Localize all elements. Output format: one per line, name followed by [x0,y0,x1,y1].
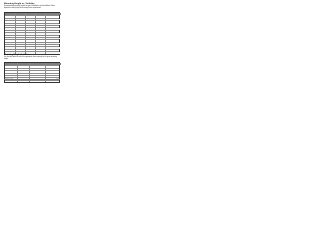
table-cell: 10 [10,68,12,70]
page-footer [4,79,60,81]
table-cell: 4.3 [25,26,35,27]
table-cell: 26 [15,40,25,41]
table-cell: 26 [9,40,11,42]
table-cell: 20 [15,33,25,34]
table-header-cell: Height [5,13,15,15]
table-row [5,44,59,46]
table-cell: 18 [45,74,61,75]
document-subheading: Mounting Height Guidelines [4,54,31,56]
table-cell: Standard [45,19,61,20]
table-cell: 18 [29,78,45,79]
table-cell: High [45,26,61,27]
table-cell: 8 [29,66,45,67]
table-header-cell: Max [45,63,61,65]
table-row [5,75,59,80]
table-cell: 20 [17,78,29,79]
table-cell: 36 [15,52,25,53]
table-row [5,65,59,67]
table-cell: 8.5 [25,43,35,44]
table-cell: High [45,31,61,32]
table-cell: 22 [45,78,61,79]
table-row [5,68,59,73]
table-row [5,32,59,34]
table-cell: Very High [45,43,61,44]
table-cell: 120 [35,16,45,17]
table-cell: 22 [17,81,29,82]
table-row [5,23,59,25]
table-row [5,73,59,75]
table-cell: 12 [15,24,25,25]
table-cell: 20 [5,33,15,34]
table-cell: 16 [5,28,15,29]
table-cell: 10 [29,69,45,70]
table-cell: 360 [35,31,45,32]
table-header-row [5,13,59,18]
table-cell: 16 [45,71,61,72]
table-cell: 12 [29,71,45,72]
table-cell: Very High [45,50,61,51]
table-cell: 11.0 [25,52,35,53]
table-cell: 320 [35,28,45,29]
table-cell: High [45,33,61,34]
table-row [5,18,59,23]
table-cell: 18 [17,76,29,77]
table-cell: 1.8 [25,16,35,17]
table-cell: 280 [35,26,45,27]
table-cell: 18 [15,31,25,32]
table-cell: 16 [10,75,12,77]
table-cell: 24 [15,38,25,39]
table-header-cell: M [25,13,35,15]
table-cell: High [45,28,61,29]
table-cell: 20 [10,80,12,82]
table-cell: 14 [45,69,61,70]
table-cell: Standard [45,21,61,22]
table-cell: 16 [15,28,25,29]
table-cell: 12 [10,71,12,73]
mounting-height-table [4,12,60,55]
document-body-2: Use the table below to select the appropriate fixture spacing for the given mounting height. [4,57,57,60]
table-cell: 20 [29,81,45,82]
table-cell: 22 [9,35,11,37]
table-header-cell: Area [35,13,45,15]
table-cell: Standard [45,24,61,25]
table-cell: 8 [5,19,15,20]
table-header-cell: Min [29,63,45,65]
table-cell: 16 [17,74,29,75]
table-row [5,42,59,47]
table-cell: Very High [45,36,61,37]
table-cell: 7.3 [25,38,35,39]
table-row [5,15,59,17]
table-cell: 28 [15,43,25,44]
table-cell: 12 [17,69,29,70]
table-cell: 3.7 [25,24,35,25]
table-row [5,30,59,32]
table-cell: 18 [10,78,12,80]
table-cell: 14 [17,71,29,72]
table-cell: 14 [10,73,12,75]
table-row [5,46,59,48]
table-cell: 440 [35,36,45,37]
table-cell: 10 [9,21,11,23]
table-cell: 640 [35,47,45,48]
table-row [5,27,59,29]
table-cell: 36 [5,52,15,53]
table-header-cell: Spacing [17,63,29,65]
table-cell: 480 [35,38,45,39]
table-cell: 14 [15,26,25,27]
table-cell: 18 [9,30,11,32]
table-cell: 32 [5,47,15,48]
table-cell: 16 [29,76,45,77]
table-cell: 6.7 [25,36,35,37]
table-row [5,35,59,37]
table-cell: 14 [29,74,45,75]
table-header-cell: Ht [5,63,17,65]
table-cell: 720 [35,52,45,53]
table-cell: 14 [9,25,11,27]
table-cell: Very High [45,45,61,46]
table-cell: 10 [17,66,29,67]
table-header-row [5,63,59,68]
table-cell: 560 [35,43,45,44]
table-cell: 10.4 [25,50,35,51]
table-cell: 30 [9,45,11,47]
table-cell: 28 [5,43,15,44]
table-cell: 3.0 [25,21,35,22]
table-cell: 7.9 [25,40,35,41]
table-header-cell: Notes [45,13,61,15]
table-cell: 24 [45,81,61,82]
table-header-cell: Ft [15,13,25,15]
table-cell: 2.4 [25,19,35,20]
table-cell: 22 [15,36,25,37]
table-cell: 6.1 [25,33,35,34]
table-cell: 10 [15,21,25,22]
table-row [5,39,59,41]
table-row [5,49,59,51]
table-cell: 32 [15,47,25,48]
table-cell: 200 [35,21,45,22]
table-cell: Standard [45,16,61,17]
document-body: Recommended mounting heights for typical installations are listed below. Values depend on ceiling height and coverage area requirements. [4,6,55,9]
table-cell: 24 [5,38,15,39]
table-cell: 9.1 [25,45,35,46]
table-cell: Very High [45,40,61,41]
document-page [0,0,64,83]
table-row [5,25,59,27]
table-cell: 680 [35,50,45,51]
table-cell: 6 [9,16,11,18]
table-cell: Very High [45,52,61,53]
table-cell: 520 [35,40,45,41]
table-cell: 240 [35,24,45,25]
table-row [5,70,59,72]
table-cell: 12 [45,66,61,67]
table-cell: 20 [45,76,61,77]
table-cell: 8 [10,66,12,68]
table-row [5,20,59,22]
table-cell: 9.8 [25,47,35,48]
table-cell: 160 [35,19,45,20]
table-cell: 400 [35,33,45,34]
footer-left-text: Installation Guide [4,79,14,81]
table-cell: Very High [45,47,61,48]
document-heading: Mounting Height vs. Visibility [4,3,35,5]
table-cell: 34 [15,50,25,51]
table-cell: 34 [9,49,11,51]
table-cell: 30 [15,45,25,46]
table-cell: 12 [5,24,15,25]
table-cell: 5.5 [25,31,35,32]
table-cell: Very High [45,38,61,39]
table-row [5,37,59,42]
table-cell: 4.9 [25,28,35,29]
footer-right-text: Page 1 [56,79,60,81]
table-cell: 8 [15,19,25,20]
table-cell: 6 [15,16,25,17]
table-cell: 600 [35,45,45,46]
